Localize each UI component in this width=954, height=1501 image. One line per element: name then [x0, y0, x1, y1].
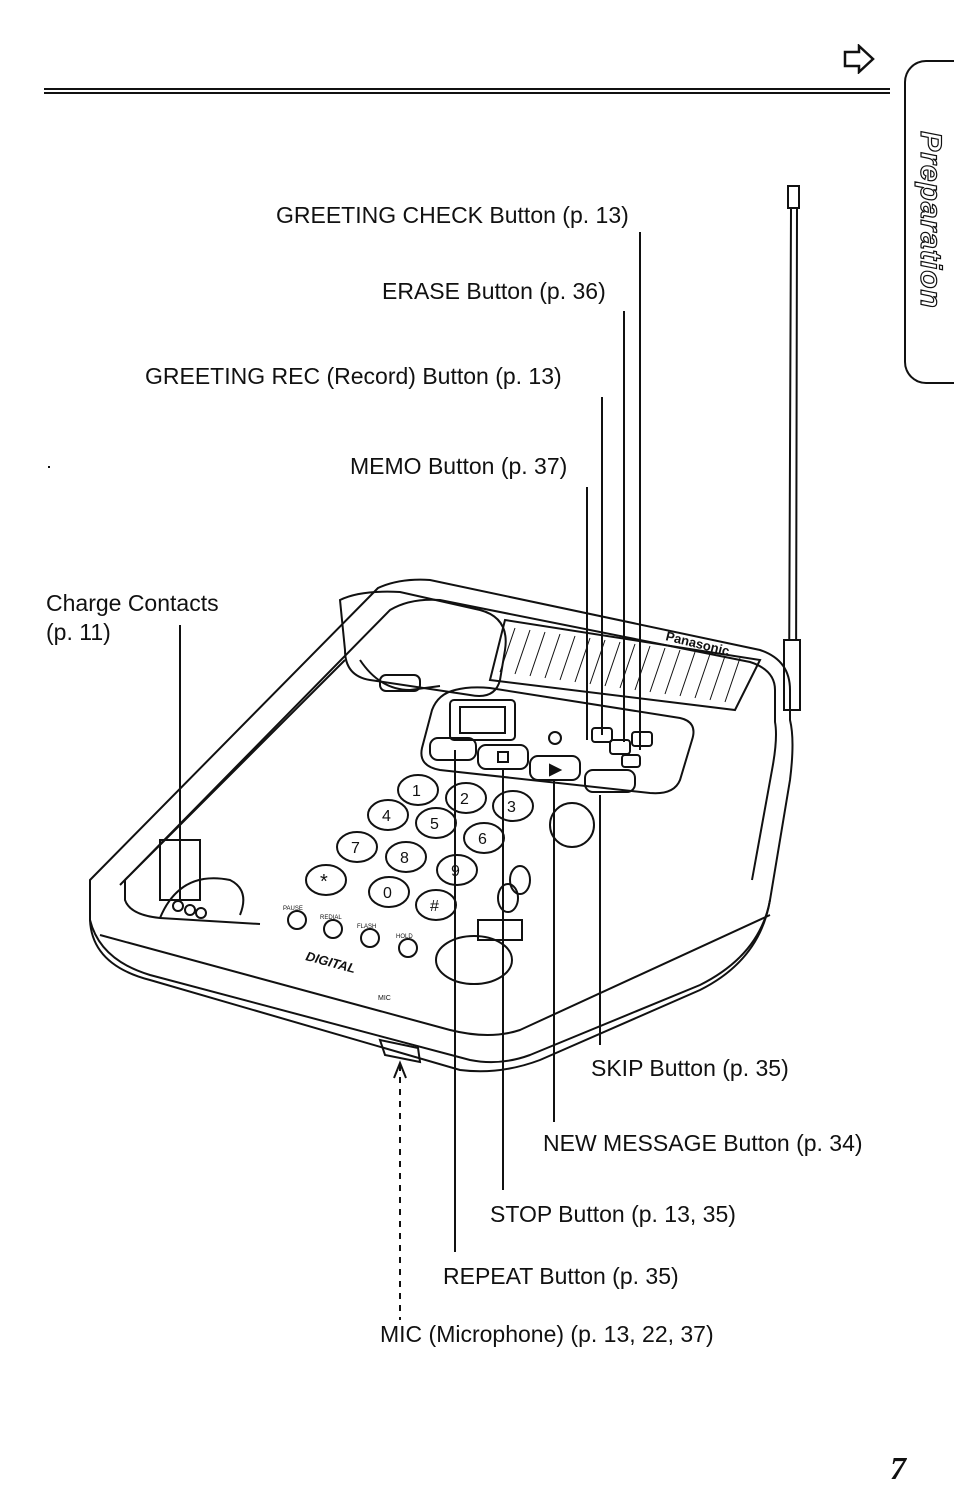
key-1: 1 [412, 783, 421, 800]
brand-text: Panasonic [664, 628, 732, 659]
key-7: 7 [351, 840, 360, 857]
label-charge-contacts: Charge Contacts [46, 590, 219, 616]
label-repeat: REPEAT Button (p. 35) [443, 1263, 679, 1289]
key-5: 5 [430, 816, 439, 833]
label-mic: MIC (Microphone) (p. 13, 22, 37) [380, 1321, 714, 1347]
label-skip: SKIP Button (p. 35) [591, 1055, 789, 1081]
key-3: 3 [507, 799, 516, 816]
key-hash: # [430, 898, 439, 915]
key-pause-label: PAUSE [283, 906, 303, 912]
digital-badge: DIGITAL [304, 948, 358, 977]
label-greeting-rec: GREETING REC (Record) Button (p. 13) [145, 363, 562, 389]
section-tab-label: Preparation [914, 131, 947, 309]
label-erase: ERASE Button (p. 36) [382, 278, 606, 304]
mic-marking: MIC [378, 995, 391, 1002]
key-9: 9 [451, 863, 460, 880]
key-6: 6 [478, 831, 487, 848]
label-new-message: NEW MESSAGE Button (p. 34) [543, 1130, 863, 1156]
label-greeting-check: GREETING CHECK Button (p. 13) [276, 202, 629, 228]
key-2: 2 [460, 791, 469, 808]
key-star: * [320, 871, 328, 893]
key-8: 8 [400, 850, 409, 867]
label-charge-contacts-page: (p. 11) [46, 619, 111, 645]
key-4: 4 [382, 808, 391, 825]
page-number: 7 [890, 1450, 906, 1486]
label-stop: STOP Button (p. 13, 35) [490, 1201, 736, 1227]
label-memo: MEMO Button (p. 37) [350, 453, 568, 479]
key-redial-label: REDIAL [320, 915, 342, 921]
key-hold-label: HOLD [396, 934, 413, 940]
key-flash-label: FLASH [357, 924, 377, 930]
key-0: 0 [383, 885, 392, 902]
